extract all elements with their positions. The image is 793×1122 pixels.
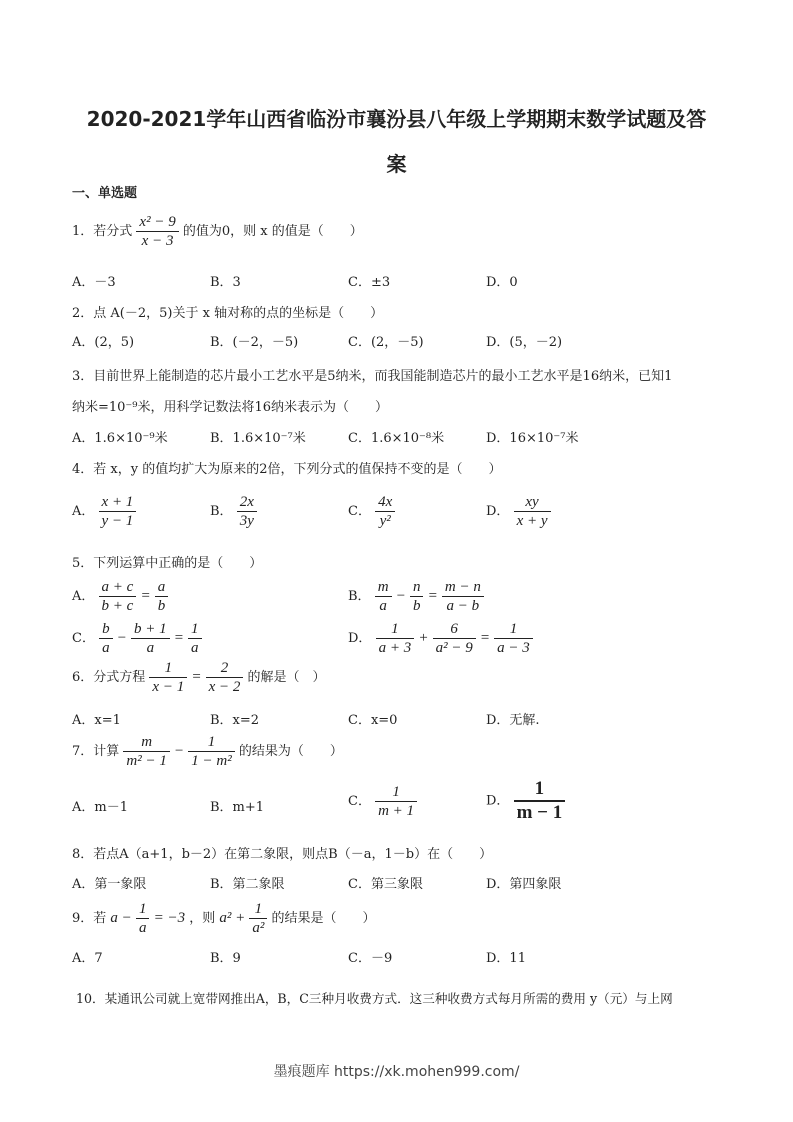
q1-den: x − 3 <box>141 233 174 249</box>
q7-option-b: B．m+1 <box>210 800 265 815</box>
q5-d-op2: = <box>479 630 490 646</box>
q3-option-c: C．1.6×10⁻⁸米 <box>348 431 445 446</box>
q9-f2-num: 1 <box>249 900 267 919</box>
q4-option-b <box>210 493 257 530</box>
q4-option-a <box>72 493 136 530</box>
q4-c-fraction <box>375 493 395 530</box>
q3-option-d: D．16×10⁻⁷米 <box>486 431 579 446</box>
q9-prefix: 9．若 <box>72 911 107 926</box>
q4-d-fraction <box>514 493 551 530</box>
q5-d-frac-2 <box>433 620 476 657</box>
q7-d-fraction <box>514 778 566 824</box>
q8-option-b: B．第二象限 <box>210 877 285 892</box>
q5-d-f1-num: 1 <box>376 620 415 639</box>
q1-option-d: D．0 <box>486 275 518 290</box>
q5-b-frac-1 <box>375 578 392 615</box>
q9-equals: = −3 <box>153 910 186 926</box>
q4-b-fraction <box>237 493 257 530</box>
q1-option-c: C．±3 <box>348 275 391 290</box>
q3-option-b: B．1.6×10⁻⁷米 <box>210 431 306 446</box>
q7-c-label: C． <box>348 794 371 809</box>
q7-f1-num: m <box>123 733 169 752</box>
q4-b-label: B． <box>210 504 233 519</box>
q5-option-b <box>348 578 484 615</box>
q5-d-frac-3 <box>494 620 533 657</box>
q7-d-den: m − 1 <box>516 802 563 823</box>
q5-d-f3-den: a − 3 <box>497 640 530 656</box>
q5-d-op1: + <box>418 630 429 646</box>
question-9 <box>72 900 376 937</box>
question-4: 4．若 x，y 的值均扩大为原来的2倍，下列分式的值保持不变的是（ ） <box>72 462 502 477</box>
q4-a-label: A． <box>72 504 95 519</box>
question-1 <box>72 213 363 250</box>
question-7 <box>72 733 343 770</box>
q4-c-den: y² <box>379 513 391 529</box>
q4-b-den: 3y <box>239 513 254 529</box>
q1-option-a: A．－3 <box>72 275 116 290</box>
q6-f2-num: 2 <box>206 659 244 678</box>
q5-c-f3-num: 1 <box>188 620 202 639</box>
q5-b-frac-2 <box>410 578 424 615</box>
q3-option-a: A．1.6×10⁻⁹米 <box>72 431 168 446</box>
q8-option-c: C．第三象限 <box>348 877 423 892</box>
q9-option-b: B．9 <box>210 951 241 966</box>
q5-c-frac-1 <box>99 620 113 657</box>
q5-c-f2-den: a <box>146 640 155 656</box>
q9-expr-2: a² + <box>219 910 246 926</box>
q5-b-f1-den: a <box>379 598 387 614</box>
q9-option-c: C．－9 <box>348 951 393 966</box>
q5-c-f3-den: a <box>191 640 199 656</box>
q5-a-f1-den: b + c <box>101 598 134 614</box>
q5-d-frac-1 <box>376 620 415 657</box>
q4-a-fraction <box>99 493 137 530</box>
q7-c-num: 1 <box>375 783 417 802</box>
q5-c-label: C． <box>72 631 95 646</box>
q7-frac-2 <box>188 733 234 770</box>
q9-f1-den: a <box>138 920 147 936</box>
q6-f1-den: x − 1 <box>152 679 185 695</box>
q5-a-frac-1 <box>99 578 137 615</box>
q5-d-f1-den: a + 3 <box>378 640 412 656</box>
q9-frac-1 <box>136 900 150 937</box>
q1-num: x² − 9 <box>136 213 178 232</box>
q6-option-a: A．x=1 <box>72 713 121 728</box>
q1-option-b: B．3 <box>210 275 241 290</box>
q6-suffix: 的解是（ ） <box>247 670 326 685</box>
q4-c-label: C． <box>348 504 371 519</box>
q7-op: − <box>174 743 185 759</box>
question-3-line-1: 3．目前世界上能制造的芯片最小工艺水平是5纳米，而我国能制造芯片的最小工艺水平是16纳米，已知1 <box>72 369 673 384</box>
q4-c-num: 4x <box>375 493 395 512</box>
q7-option-d <box>486 778 565 824</box>
q8-option-d: D．第四象限 <box>486 877 562 892</box>
q7-option-a: A．m－1 <box>72 800 128 815</box>
q2-option-c: C．(2，－5) <box>348 335 424 350</box>
q7-option-c <box>348 783 417 820</box>
page-title-cont: 案 <box>386 152 407 176</box>
q6-f2-den: x − 2 <box>208 679 241 695</box>
q6-frac-1 <box>149 659 187 696</box>
q5-d-f2-den: a² − 9 <box>435 640 473 656</box>
q5-a-label: A． <box>72 589 95 604</box>
q5-c-f2-num: b + 1 <box>131 620 170 639</box>
q7-suffix: 的结果为（ ） <box>238 744 343 759</box>
q6-prefix: 6．分式方程 <box>72 670 146 685</box>
q5-b-op2: = <box>427 588 438 604</box>
q1-suffix: 的值为0，则 x 的值是（ ） <box>182 224 363 239</box>
q9-f1-num: 1 <box>136 900 150 919</box>
q5-b-op1: − <box>395 588 406 604</box>
section-heading: 一、单选题 <box>72 186 138 201</box>
q9-expr-1: a − <box>110 910 132 926</box>
q4-b-num: 2x <box>237 493 257 512</box>
q5-option-a <box>72 578 168 615</box>
q7-c-den: m + 1 <box>378 803 415 819</box>
q6-f1-num: 1 <box>149 659 187 678</box>
q2-option-a: A．(2，5) <box>72 335 135 350</box>
q5-b-f2-den: b <box>412 598 421 614</box>
q5-b-f3-den: a − b <box>446 598 480 614</box>
q7-f1-den: m² − 1 <box>126 753 167 769</box>
q5-a-f2-num: a <box>155 578 169 597</box>
q1-prefix: 1．若分式 <box>72 224 133 239</box>
question-6 <box>72 659 326 696</box>
q5-a-f2-den: b <box>157 598 166 614</box>
q9-f2-den: a² <box>252 920 265 936</box>
question-2: 2．点 A(－2，5)关于 x 轴对称的点的坐标是（ ） <box>72 306 384 321</box>
q1-fraction <box>136 213 178 250</box>
q5-c-op2: = <box>173 630 184 646</box>
q2-option-d: D．(5，－2) <box>486 335 563 350</box>
q6-option-c: C．x=0 <box>348 713 398 728</box>
q9-mid: ，则 <box>189 911 216 926</box>
q9-frac-2 <box>249 900 267 937</box>
q7-prefix: 7．计算 <box>72 744 120 759</box>
question-10: 10．某通讯公司就上宽带网推出A，B，C三种月收费方式．这三种收费方式每月所需的费用 y（元）与上网 <box>76 991 673 1006</box>
q6-option-d: D．无解. <box>486 713 540 728</box>
q4-d-num: xy <box>514 493 551 512</box>
q5-b-f2-num: n <box>410 578 424 597</box>
q5-b-label: B． <box>348 589 371 604</box>
q6-frac-2 <box>206 659 244 696</box>
q2-option-b: B．(－2，－5) <box>210 335 299 350</box>
q5-b-frac-3 <box>442 578 484 615</box>
q4-option-c <box>348 493 395 530</box>
q5-a-op: = <box>140 588 151 604</box>
q7-f2-num: 1 <box>188 733 234 752</box>
q4-d-den: x + y <box>516 513 548 529</box>
q5-d-label: D． <box>348 631 372 646</box>
q4-a-den: y − 1 <box>101 513 134 529</box>
question-3-line-2: 纳米=10⁻⁹米，用科学记数法将16纳米表示为（ ） <box>72 400 389 415</box>
q5-d-f3-num: 1 <box>494 620 533 639</box>
q5-a-f1-num: a + c <box>99 578 137 597</box>
page-title: 2020-2021学年山西省临汾市襄汾县八年级上学期期末数学试题及答 <box>86 107 707 131</box>
q5-c-f1-den: a <box>102 640 110 656</box>
q7-d-num: 1 <box>514 778 566 802</box>
question-5: 5．下列运算中正确的是（ ） <box>72 556 263 571</box>
q5-d-f2-num: 6 <box>433 620 476 639</box>
q5-c-f1-num: b <box>99 620 113 639</box>
q4-option-d <box>486 493 551 530</box>
q9-suffix: 的结果是（ ） <box>271 911 376 926</box>
q8-option-a: A．第一象限 <box>72 877 147 892</box>
q7-f2-den: 1 − m² <box>191 753 232 769</box>
q5-a-frac-2 <box>155 578 169 615</box>
q7-frac-1 <box>123 733 169 770</box>
q5-c-op1: − <box>116 630 127 646</box>
q6-op: = <box>191 669 202 685</box>
q7-c-fraction <box>375 783 417 820</box>
q9-option-a: A．7 <box>72 951 103 966</box>
q4-d-label: D． <box>486 504 510 519</box>
q5-c-frac-2 <box>131 620 170 657</box>
q5-b-f1-num: m <box>375 578 392 597</box>
q5-b-f3-num: m − n <box>442 578 484 597</box>
q5-c-frac-3 <box>188 620 202 657</box>
footer-watermark: 墨痕题库 https://xk.mohen999.com/ <box>273 1064 520 1080</box>
q5-option-c <box>72 620 202 657</box>
q5-option-d <box>348 620 533 657</box>
q4-a-num: x + 1 <box>99 493 137 512</box>
q9-option-d: D．11 <box>486 951 526 966</box>
question-8: 8．若点A（a+1，b－2）在第二象限，则点B（－a，1－b）在（ ） <box>72 847 493 862</box>
q7-d-label: D． <box>486 793 510 809</box>
q6-option-b: B．x=2 <box>210 713 260 728</box>
